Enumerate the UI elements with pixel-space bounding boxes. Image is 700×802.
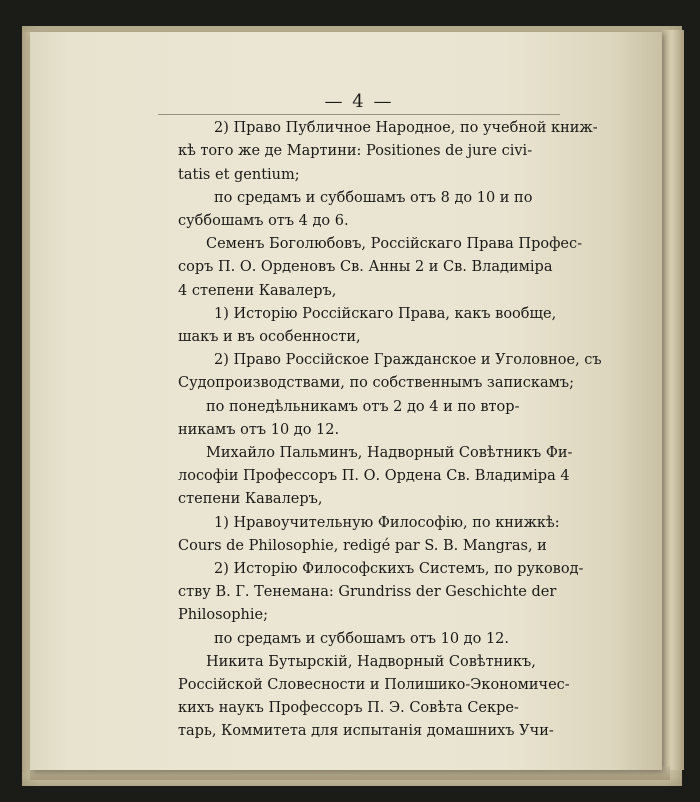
text-line: Михайло Пальминъ, Надворный Совѣтникъ Фи- <box>206 445 573 462</box>
text-line: шакъ и въ особенности, <box>178 329 361 346</box>
text-line: кѣ того же де Мартини: Positiones de jure civi- <box>178 143 533 160</box>
text-line: соръ П. О. Орденовъ Св. Анны 2 и Св. Владиміра <box>178 259 553 276</box>
text-line: Никита Бутырскій, Надворный Совѣтникъ, <box>206 653 536 670</box>
text-line: Philosophie; <box>178 607 268 624</box>
text-line: по понедѣльникамъ отъ 2 до 4 и по втор- <box>206 398 520 415</box>
text-line: 2) Право Публичное Народное, по учебной книж- <box>214 120 598 137</box>
text-line: никамъ отъ 10 до 12. <box>178 421 340 438</box>
page-number: — 4 — <box>158 90 560 115</box>
text-line: по средамъ и суббошамъ отъ 8 до 10 и по <box>214 189 533 206</box>
text-line: 1) Нравоучительную Философію, по книжкѣ: <box>214 514 560 531</box>
text-line: по средамъ и суббошамъ отъ 10 до 12. <box>214 630 509 647</box>
text-line: Cours de Philosophie, redigé par S. B. Mangras, и <box>178 537 547 554</box>
text-line: 2) Исторію Философскихъ Системъ, по руковод- <box>214 561 584 578</box>
text-line: 2) Право Россійское Гражданское и Уголовное, съ <box>214 352 602 369</box>
text-line: степени Кавалеръ, <box>178 491 323 508</box>
text-line: ству В. Г. Тенемана: Grundriss der Geschichte der <box>178 584 557 601</box>
text-line: Семенъ Боголюбовъ, Россійскаго Права Профес- <box>206 236 583 253</box>
text-line: тарь, Коммитета для испытанія домашнихъ Учи- <box>178 723 554 740</box>
text-line: 4 степени Кавалеръ, <box>178 282 337 299</box>
text-line: 1) Исторію Россійскаго Права, какъ вообще, <box>214 305 557 322</box>
text-line: лософіи Профессоръ П. О. Ордена Св. Владиміра 4 <box>178 468 570 485</box>
text-line: суббошамъ отъ 4 до 6. <box>178 213 349 230</box>
text-line: кихъ наукъ Профессоръ П. Э. Совѣта Секре- <box>178 700 519 717</box>
text-line: Россійской Словесности и Полишико-Экономичес- <box>178 677 570 694</box>
text-line: tatis et gentium; <box>178 166 300 183</box>
page-text <box>178 90 602 744</box>
text-line: Судопроизводствами, по собственнымъ запискамъ; <box>178 375 575 392</box>
page-stack-right <box>662 30 684 770</box>
